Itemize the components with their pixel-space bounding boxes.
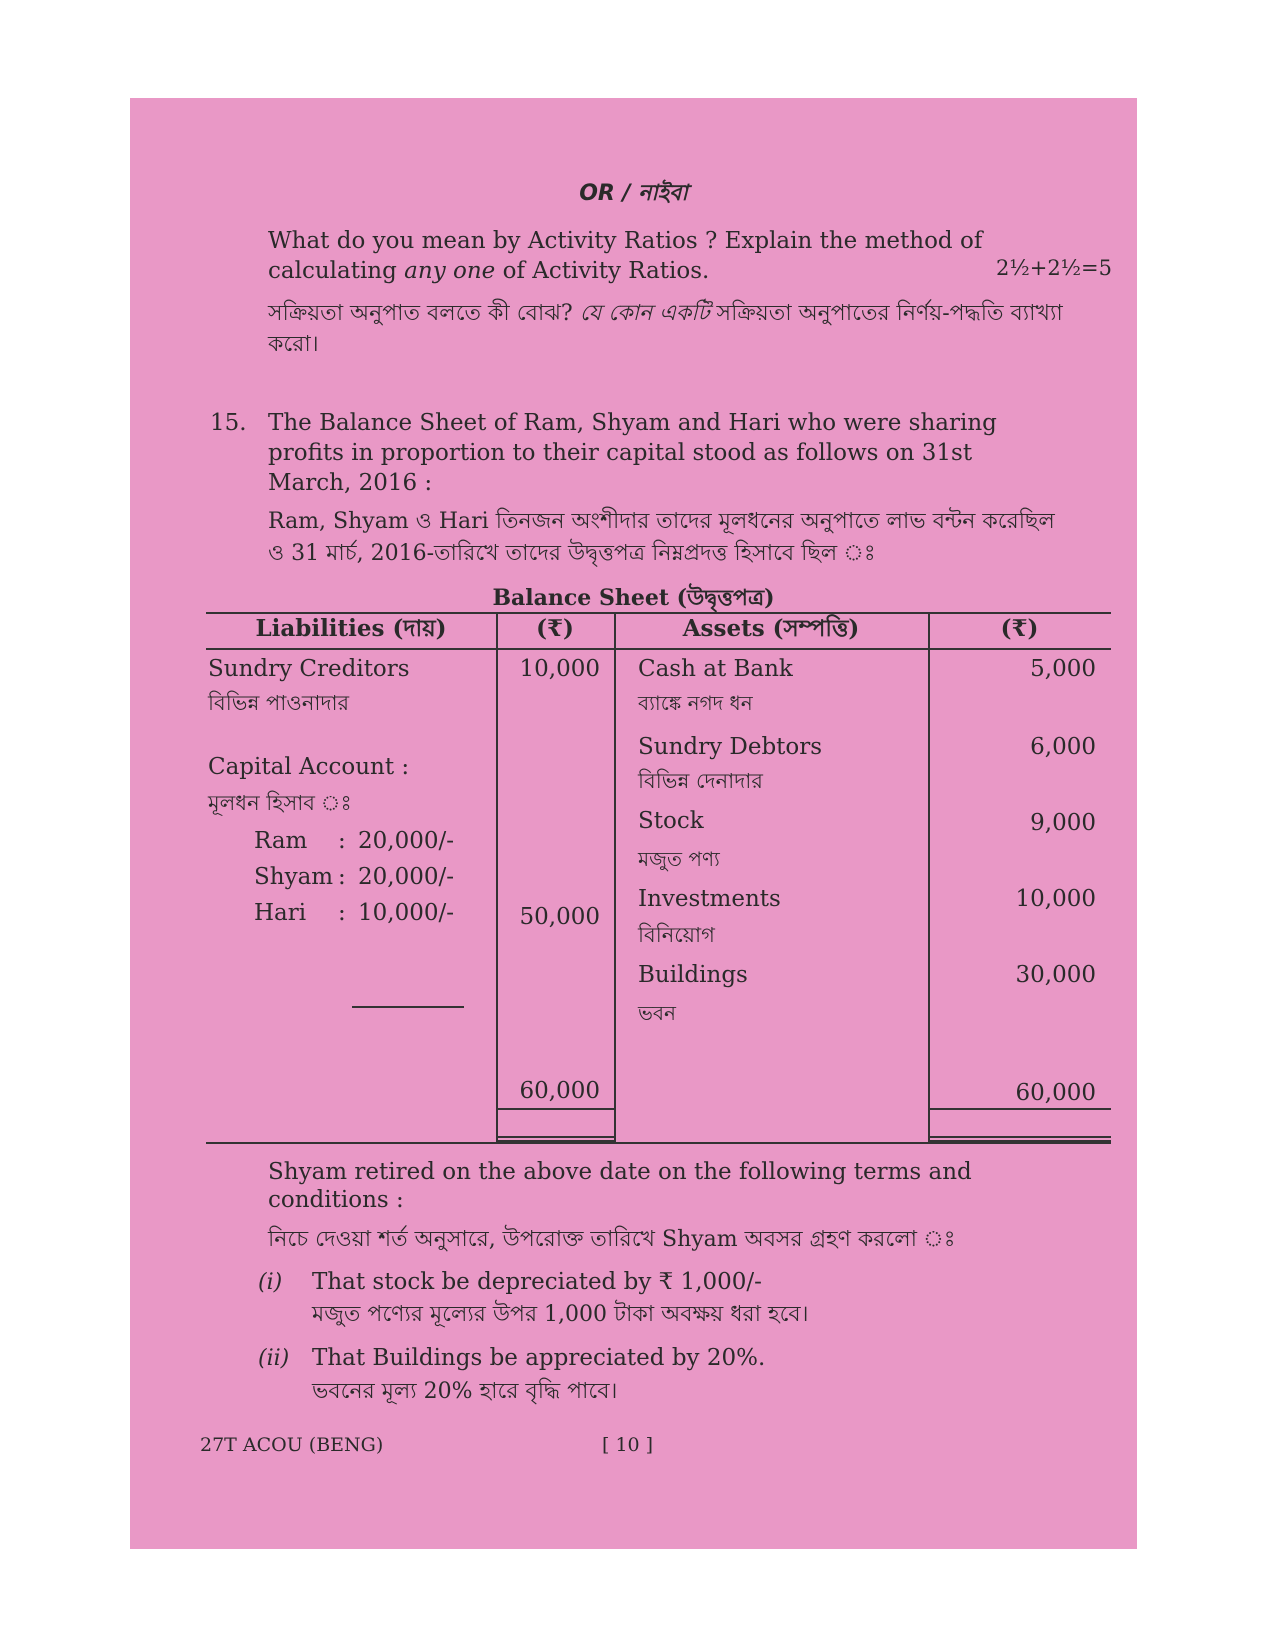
right-total-rule: [928, 1108, 1111, 1110]
page-number: [ 10 ]: [602, 1434, 654, 1456]
left-total-rule: [496, 1108, 614, 1110]
asset-sundry-debtors-amount: 6,000: [1030, 734, 1096, 760]
capital-sum-rule: [352, 1006, 464, 1008]
question-number: 15.: [210, 410, 247, 436]
term-1-number: (i): [258, 1270, 283, 1295]
partner-amount-shyam: 20,000/-: [358, 864, 454, 890]
asset-buildings: Buildings: [638, 962, 748, 988]
capital-account-label: Capital Account :: [208, 754, 410, 780]
asset-sundry-debtors-bn: বিভিন্ন দেনাদার: [638, 769, 763, 793]
partner-name-ram: Ram: [254, 828, 308, 854]
amount-header-left: (₹): [536, 615, 574, 642]
q15-line-1: The Balance Sheet of Ram, Shyam and Hari who were sharing: [268, 410, 997, 436]
q15-bengali: [268, 506, 1090, 570]
asset-cash-at-bank: Cash at Bank: [638, 656, 793, 682]
q15-bn-line-2: ও 31 মার্চ, 2016-তারিখে তাদের উদ্বৃত্তপত্র নিম্নপ্রদত্ত হিসাবে ছিল ঃ: [268, 541, 876, 566]
asset-investments-amount: 10,000: [1015, 886, 1096, 912]
asset-buildings-amount: 30,000: [1015, 962, 1096, 988]
liabilities-header: Liabilities (দায়): [255, 615, 447, 642]
assets-header: Assets (সম্পত্তি): [682, 615, 860, 642]
liabilities-total: 60,000: [519, 1078, 600, 1104]
right-double-rule-b: [928, 1140, 1111, 1142]
asset-stock-amount: 9,000: [1030, 810, 1096, 836]
partner-amount-hari: 10,000/-: [358, 900, 454, 926]
or-heading: OR / নাইবা: [579, 181, 688, 206]
term-2-number: (ii): [258, 1346, 290, 1371]
capital-total-amount: 50,000: [519, 904, 600, 930]
table-bottom-rule: [206, 1142, 1111, 1144]
assets-total: 60,000: [1015, 1080, 1096, 1106]
term-2-bengali: ভবনের মূল্য 20% হারে বৃদ্ধি পাবে।: [312, 1379, 618, 1404]
q14-marks: 2½+2½=5: [996, 256, 1112, 280]
q14-english: [268, 226, 1090, 286]
right-double-rule-a: [928, 1136, 1111, 1138]
left-double-rule-a: [496, 1136, 614, 1138]
left-double-rule-b: [496, 1140, 614, 1142]
terms-line-1: Shyam retired on the above date on the following terms and: [268, 1159, 972, 1185]
paper-code: 27T ACOU (BENG): [200, 1434, 384, 1456]
q15-english: [268, 408, 1090, 498]
asset-investments-bn: বিনিয়োগ: [638, 923, 715, 947]
terms-bengali: নিচে দেওয়া শর্ত অনুসারে, উপরোক্ত তারিখে Shyam অবসর গ্রহণ করলো ঃ: [268, 1227, 956, 1252]
partner-sep-shyam: :: [338, 864, 346, 890]
asset-cash-at-bank-amount: 5,000: [1030, 656, 1096, 682]
capital-account-bn: মূলধন হিসাব ঃ: [208, 791, 352, 815]
column-rule-2: [614, 612, 616, 1142]
asset-stock-bn: মজুত পণ্য: [638, 847, 720, 871]
partner-amount-ram: 20,000/-: [358, 828, 454, 854]
term-1-english: That stock be depreciated by ₹ 1,000/-: [312, 1269, 762, 1295]
terms-line-2: conditions :: [268, 1187, 404, 1213]
terms-english: [268, 1158, 1090, 1214]
sundry-creditors-bn: বিভিন্ন পাওনাদার: [208, 691, 350, 715]
sundry-creditors-label: Sundry Creditors: [208, 656, 410, 682]
asset-stock: Stock: [638, 808, 704, 834]
amount-header-right: (₹): [1000, 615, 1039, 642]
partner-name-hari: Hari: [254, 900, 307, 926]
partner-sep-ram: :: [338, 828, 346, 854]
asset-investments: Investments: [638, 886, 781, 912]
term-1-bengali: মজুত পণ্যের মূল্যের উপর 1,000 টাকা অবক্ষয় ধরা হবে।: [312, 1302, 809, 1327]
partner-sep-hari: :: [338, 900, 346, 926]
term-2-english: That Buildings be appreciated by 20%.: [312, 1345, 766, 1371]
asset-cash-at-bank-bn: ব্যাঙ্কে নগদ ধন: [638, 691, 753, 715]
column-rule-3: [928, 612, 930, 1142]
asset-sundry-debtors: Sundry Debtors: [638, 734, 823, 760]
q14-bengali: সক্রিয়তা অনুপাত বলতে কী বোঝ? যে কোন একটি সক্রিয়তা অনুপাতের নির্ণয়-পদ্ধতি ব্যাখ্যা করো।: [268, 301, 1063, 357]
q15-bn-line-1: Ram, Shyam ও Hari তিনজন অংশীদার তাদের মূলধনের অনুপাতে লাভ বন্টন করেছিল: [268, 509, 1055, 534]
column-rule-1: [496, 612, 498, 1142]
header-rule: [206, 648, 1111, 650]
sundry-creditors-amount: 10,000: [519, 656, 600, 682]
balance-sheet-title: Balance Sheet (উদ্বৃত্তপত্র): [492, 585, 775, 611]
q14-line-1: What do you mean by Activity Ratios ? Explain the method of: [268, 228, 983, 254]
partner-name-shyam: Shyam: [254, 864, 334, 890]
question-paper-page: [130, 98, 1137, 1549]
q14-line-2: calculating any one of Activity Ratios.: [268, 258, 710, 284]
q15-line-3: March, 2016 :: [268, 470, 433, 496]
asset-buildings-bn: ভবন: [638, 1001, 676, 1025]
balance-sheet-table: [206, 612, 1111, 1142]
q15-line-2: profits in proportion to their capital stood as follows on 31st: [268, 440, 973, 466]
